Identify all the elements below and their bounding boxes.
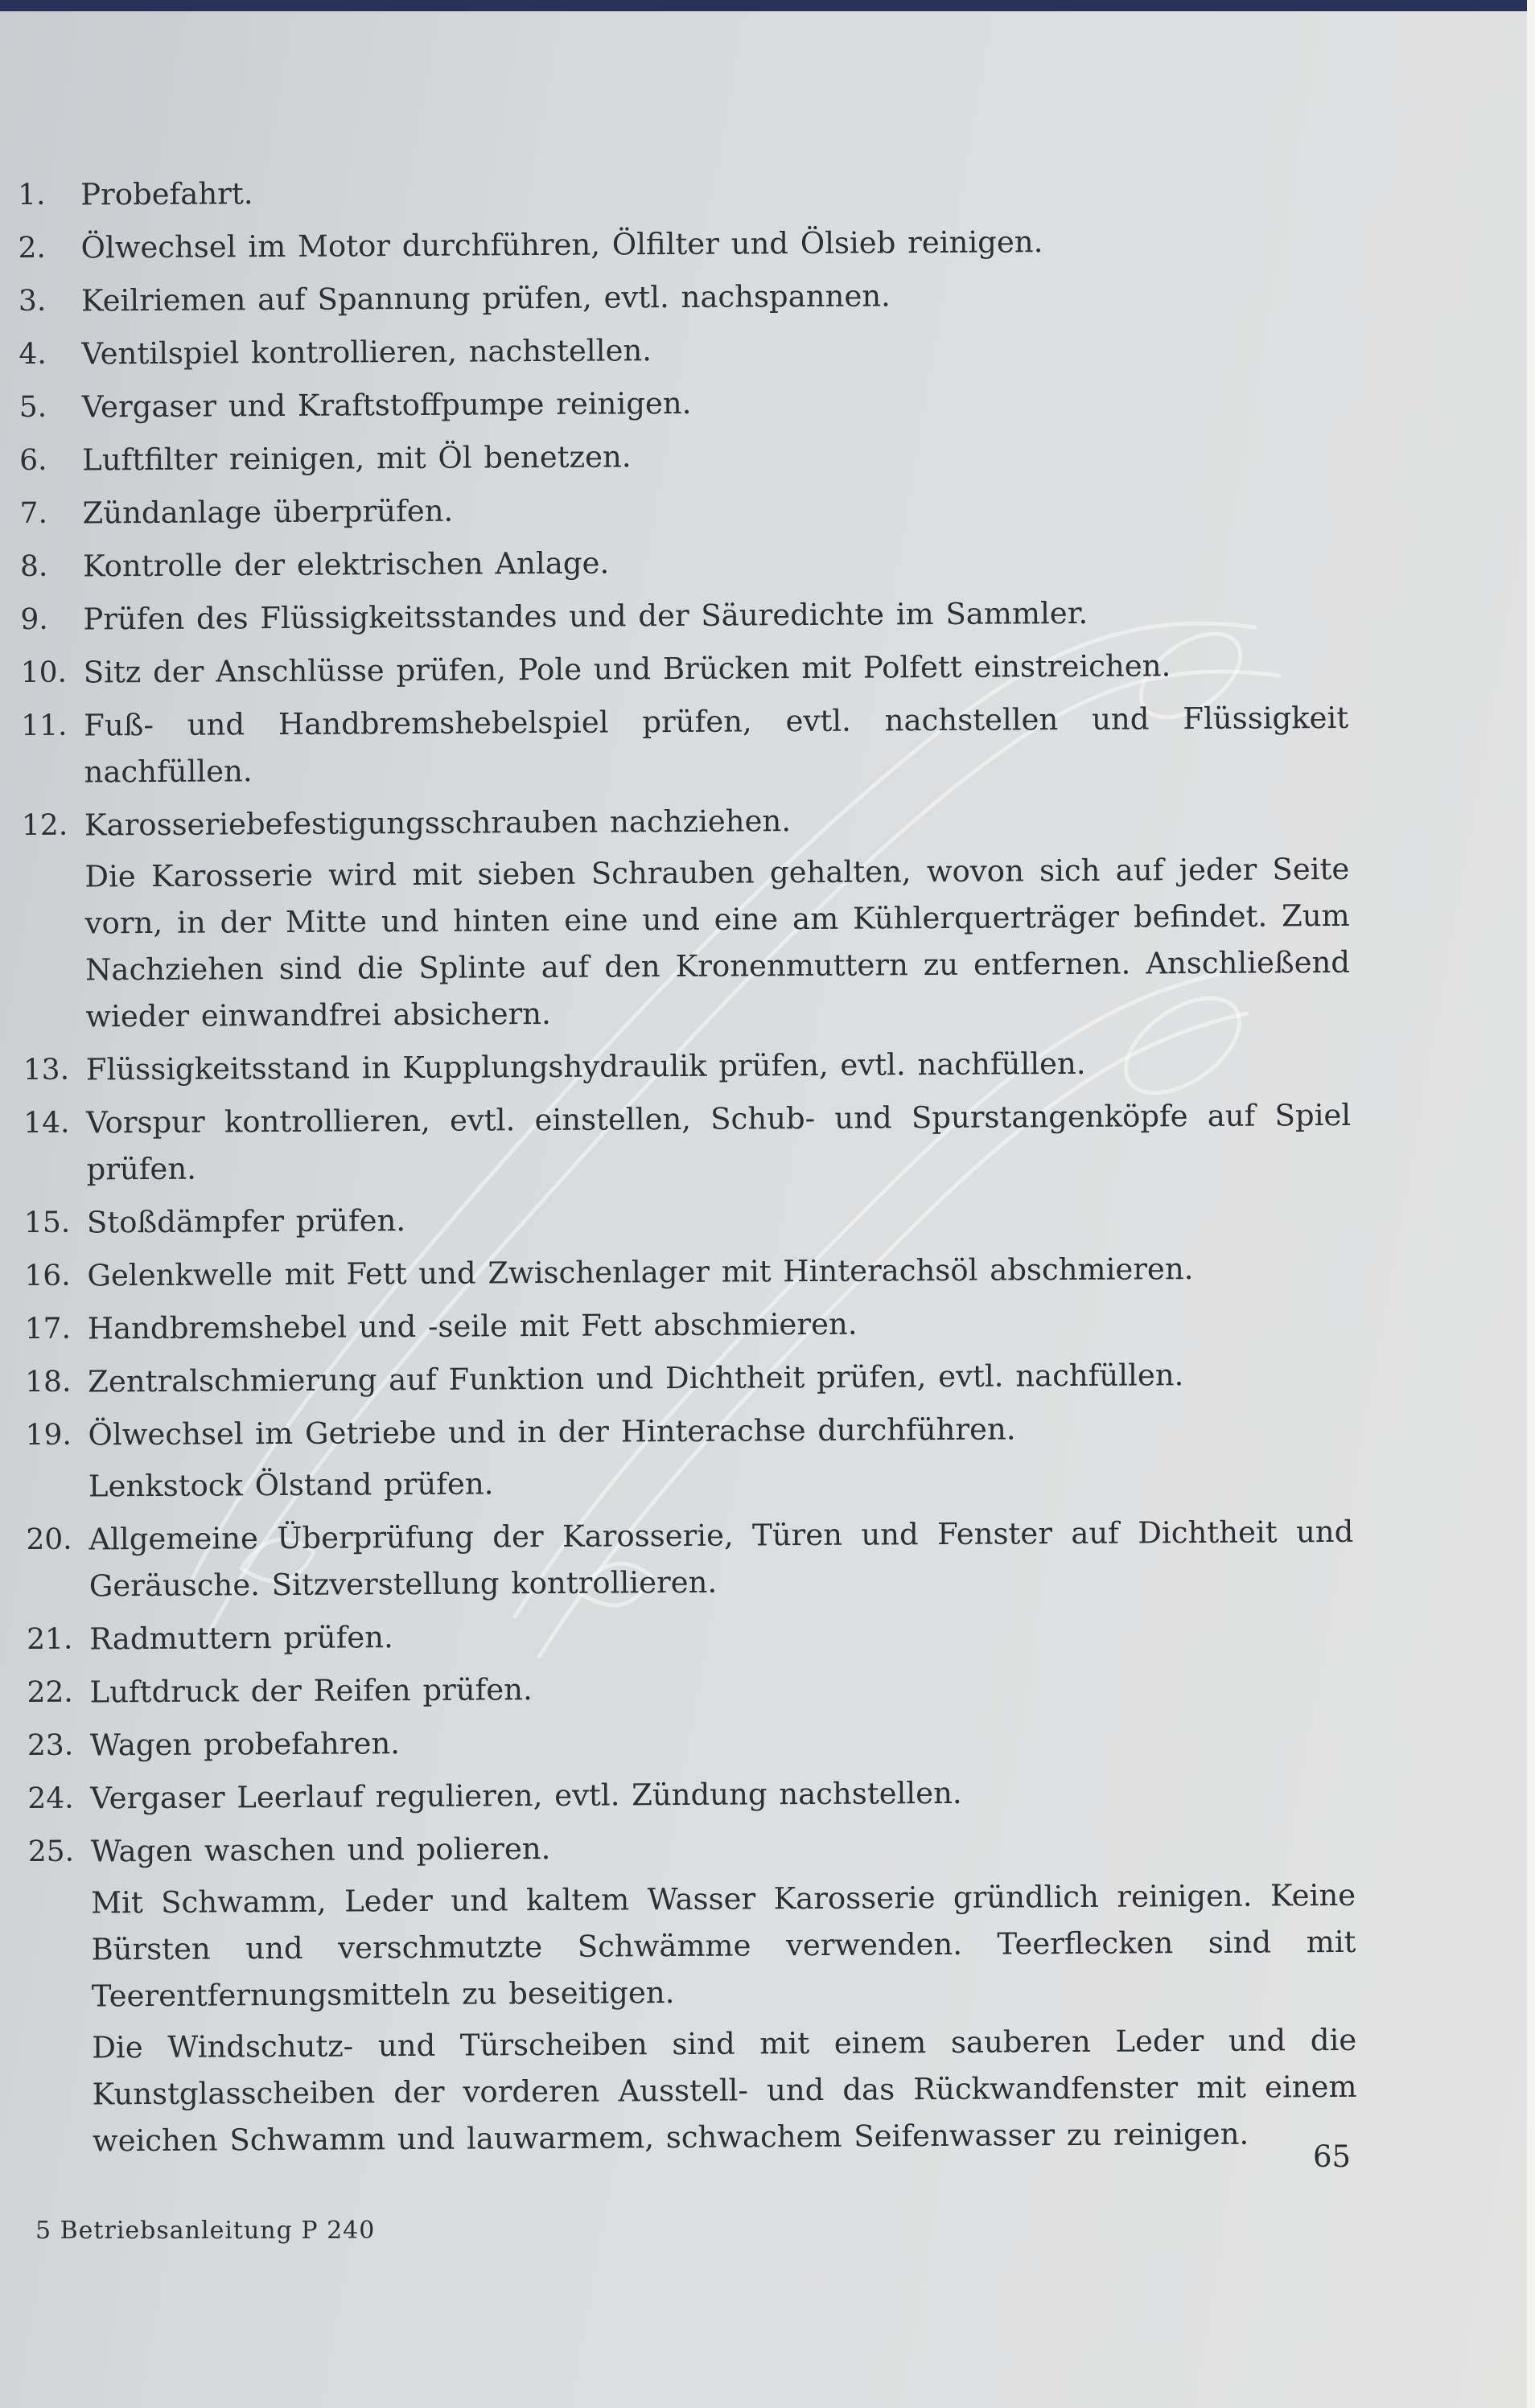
list-item bbox=[18, 217, 1345, 272]
item-text bbox=[89, 1662, 1354, 1716]
item-text bbox=[83, 589, 1348, 643]
item-text bbox=[91, 1821, 1358, 2165]
item-heading: Vergaser Leerlauf regulieren, evtl. Zündung nachstellen. bbox=[90, 1775, 962, 1816]
item-text bbox=[82, 483, 1347, 537]
item-heading: Wagen waschen und polieren. bbox=[90, 1831, 551, 1869]
item-text bbox=[87, 1245, 1352, 1300]
list-item bbox=[19, 483, 1347, 537]
item-number: 13. bbox=[23, 1053, 70, 1087]
top-edge-band bbox=[0, 0, 1535, 11]
item-heading: Allgemeine Überprüfung der Karosserie, Türen und Fenster auf Dichtheit und Geräusche. Sitzverstellung kontrollieren. bbox=[88, 1514, 1354, 1604]
item-text bbox=[84, 795, 1351, 1041]
item-heading: Gelenkwelle mit Fett und Zwischenlager mit Hinterachsöl abschmieren. bbox=[87, 1251, 1194, 1293]
maintenance-list bbox=[18, 164, 1357, 2172]
item-text bbox=[84, 695, 1349, 796]
item-paragraph: Die Karosserie wird mit sieben Schrauben gehalten, wovon sich auf jeder Seite vorn, in der Mitte und hinten eine und eine am Kühlerquerträger befindet. Zum Nachziehen sind die Splinte auf den Kronenmuttern zu entfernen. Anschließend wieder einwandfrei absichern. bbox=[84, 851, 1351, 1034]
item-heading: Handbremshebel und -seile mit Fett abschmieren. bbox=[87, 1306, 858, 1346]
item-paragraph: Die Windschutz- und Türscheiben sind mit einem sauberen Leder und die Kunstglasscheiben der vorderen Ausstell- und das Rückwandfenster mit einem weichen Schwamm und lauwarmem, schwachem Seifenwasser zu reinigen. bbox=[92, 2022, 1357, 2159]
item-number: 15. bbox=[23, 1206, 71, 1239]
item-heading: Flüssigkeitsstand in Kupplungshydraulik prüfen, evtl. nachfüllen. bbox=[85, 1046, 1086, 1087]
item-heading: Keilriemen auf Spannung prüfen, evtl. nachspannen. bbox=[80, 278, 891, 318]
list-item bbox=[22, 795, 1351, 1041]
list-item bbox=[23, 1092, 1352, 1194]
item-text bbox=[81, 270, 1346, 325]
page-number: 65 bbox=[1313, 2139, 1352, 2174]
item-heading: Vorspur kontrollieren, evtl. einstellen, Schub- und Spurstangenköpfe auf Spiel prüfen. bbox=[86, 1097, 1352, 1187]
item-number: 5. bbox=[19, 390, 47, 424]
item-number: 14. bbox=[23, 1106, 70, 1140]
item-number: 21. bbox=[27, 1622, 73, 1656]
list-item bbox=[28, 1821, 1358, 2165]
item-heading: Kontrolle der elektrischen Anlage. bbox=[82, 545, 610, 584]
list-item bbox=[24, 1192, 1352, 1247]
list-item bbox=[27, 1768, 1355, 1822]
item-text bbox=[88, 1404, 1353, 1510]
item-number: 23. bbox=[27, 1728, 74, 1762]
list-item bbox=[19, 323, 1346, 378]
list-item bbox=[27, 1715, 1355, 1769]
item-number: 3. bbox=[18, 284, 47, 318]
list-item bbox=[27, 1662, 1354, 1716]
item-heading: Luftdruck der Reifen prüfen. bbox=[89, 1672, 533, 1710]
item-number: 6. bbox=[19, 443, 47, 477]
list-item bbox=[19, 429, 1347, 484]
item-number: 18. bbox=[25, 1365, 72, 1399]
item-heading: Radmuttern prüfen. bbox=[89, 1620, 393, 1657]
item-text bbox=[86, 1039, 1351, 1094]
list-item bbox=[23, 1039, 1351, 1094]
item-heading: Wagen probefahren. bbox=[89, 1726, 401, 1763]
item-heading: Luftfilter reinigen, mit Öl benetzen. bbox=[82, 439, 632, 478]
item-number: 4. bbox=[19, 337, 47, 371]
list-item bbox=[21, 642, 1348, 697]
list-item bbox=[25, 1298, 1352, 1353]
item-text bbox=[88, 1298, 1352, 1353]
item-heading: Prüfen des Flüssigkeitsstandes und der Säuredichte im Sammler. bbox=[83, 595, 1088, 637]
item-heading: Sitz der Anschlüsse prüfen, Pole und Brücken mit Polfett einstreichen. bbox=[83, 648, 1171, 690]
item-number: 11. bbox=[21, 709, 68, 742]
list-item bbox=[25, 1351, 1352, 1406]
item-number: 20. bbox=[26, 1522, 72, 1556]
item-text bbox=[80, 217, 1345, 272]
item-heading: Ölwechsel im Motor durchführen, Ölfilter und Ölsieb reinigen. bbox=[80, 224, 1043, 265]
item-number: 25. bbox=[27, 1835, 75, 1868]
item-text bbox=[90, 1768, 1355, 1822]
item-text bbox=[84, 642, 1348, 697]
list-item bbox=[24, 1245, 1352, 1300]
item-text bbox=[86, 1092, 1352, 1194]
item-text bbox=[82, 376, 1347, 431]
list-item bbox=[26, 1509, 1354, 1610]
item-text bbox=[81, 323, 1346, 378]
item-number: 12. bbox=[21, 808, 68, 842]
item-text bbox=[89, 1609, 1354, 1663]
item-heading: Zentralschmierung auf Funktion und Dichtheit prüfen, evtl. nachfüllen. bbox=[88, 1358, 1184, 1399]
list-item bbox=[19, 376, 1347, 431]
item-number: 17. bbox=[24, 1312, 72, 1346]
item-number: 10. bbox=[20, 655, 68, 689]
item-text bbox=[80, 164, 1345, 219]
item-heading: Vergaser und Kraftstoffpumpe reinigen. bbox=[81, 385, 692, 425]
item-number: 7. bbox=[19, 496, 48, 530]
item-number: 1. bbox=[18, 178, 46, 212]
item-text bbox=[88, 1351, 1352, 1406]
item-text bbox=[90, 1715, 1355, 1769]
item-paragraph: Mit Schwamm, Leder und kaltem Wasser Karosserie gründlich reinigen. Keine Bürsten und verschmutzte Schwämme verwenden. Teerflecken sind mit Teerentfernungsmitteln zu beseitigen. bbox=[91, 1877, 1356, 2014]
list-item bbox=[18, 164, 1345, 219]
item-heading: Fuß- und Handbremshebelspiel prüfen, evtl. nachstellen und Flüssigkeit nachfüllen. bbox=[84, 700, 1349, 790]
item-heading: Probefahrt. bbox=[80, 176, 253, 212]
item-paragraph: Lenkstock Ölstand prüfen. bbox=[88, 1466, 494, 1504]
list-item bbox=[20, 536, 1348, 590]
item-number: 2. bbox=[18, 231, 47, 265]
item-number: 8. bbox=[19, 549, 48, 583]
item-heading: Ölwechsel im Getriebe und in der Hinterachse durchführen. bbox=[88, 1412, 1016, 1453]
item-heading: Zündanlage überprüfen. bbox=[82, 493, 454, 531]
item-number: 22. bbox=[27, 1675, 73, 1709]
footer-signature: 5 Betriebsanleitung P 240 bbox=[35, 2217, 376, 2245]
list-item bbox=[21, 695, 1349, 796]
item-text bbox=[87, 1192, 1352, 1247]
numbered-list bbox=[18, 164, 1357, 2165]
list-item bbox=[20, 589, 1348, 643]
list-item bbox=[25, 1404, 1353, 1510]
item-number: 24. bbox=[27, 1781, 74, 1815]
item-number: 9. bbox=[20, 602, 48, 636]
list-item bbox=[27, 1609, 1354, 1663]
item-text bbox=[88, 1509, 1354, 1610]
item-number: 16. bbox=[24, 1259, 71, 1292]
item-number: 19. bbox=[25, 1418, 72, 1452]
item-heading: Karosseriebefestigungsschrauben nachziehen. bbox=[84, 803, 792, 843]
list-item bbox=[19, 270, 1346, 325]
page-edge bbox=[1527, 0, 1535, 2408]
item-text bbox=[82, 429, 1347, 484]
item-heading: Stoßdämpfer prüfen. bbox=[86, 1203, 406, 1240]
item-heading: Ventilspiel kontrollieren, nachstellen. bbox=[81, 333, 652, 372]
item-text bbox=[83, 536, 1348, 590]
